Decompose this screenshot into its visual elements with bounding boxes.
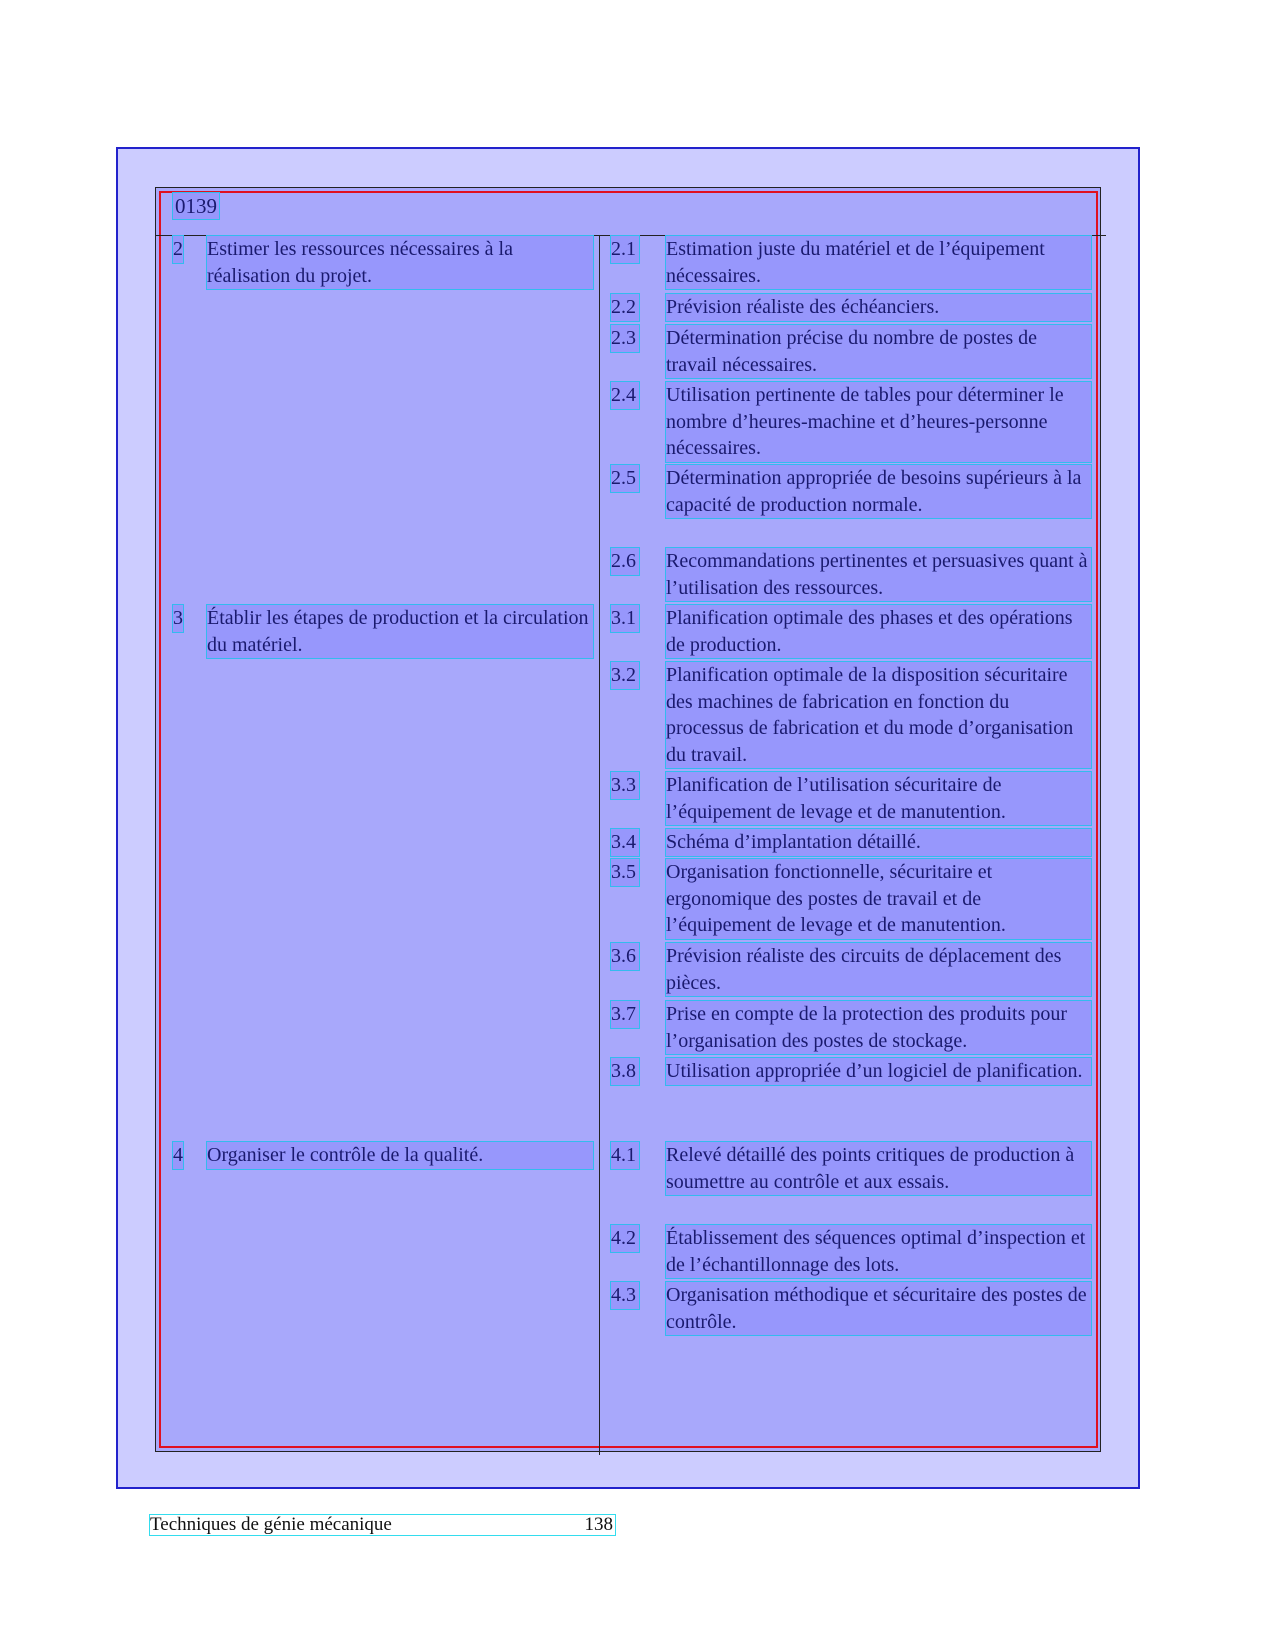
criterion-number: 2.6 xyxy=(611,548,639,575)
criterion-text: Organisation méthodique et sécuritaire des postes de contrôle. xyxy=(666,1282,1091,1335)
criterion-text: Prise en compte de la protection des produits pour l’organisation des postes de stockage. xyxy=(666,1001,1091,1054)
criterion-text: Utilisation pertinente de tables pour déterminer le nombre d’heures-machine et d’heures-personne nécessaires. xyxy=(666,382,1091,462)
criterion-number: 3.3 xyxy=(611,772,639,799)
element-text: Organiser le contrôle de la qualité. xyxy=(207,1142,593,1169)
criterion-number: 4.2 xyxy=(611,1225,639,1252)
element-number: 4 xyxy=(173,1142,183,1169)
criterion-text: Détermination appropriée de besoins supérieurs à la capacité de production normale. xyxy=(666,465,1091,518)
criterion-text: Relevé détaillé des points critiques de production à soumettre au contrôle et aux essais. xyxy=(666,1142,1091,1195)
criterion-text: Planification optimale de la disposition sécuritaire des machines de fabrication en fonction du processus de fabrication et du mode d’organisation du travail. xyxy=(666,662,1091,768)
criterion-number: 3.5 xyxy=(611,859,639,886)
criterion-number: 2.1 xyxy=(611,236,639,263)
criterion-number: 2.4 xyxy=(611,382,639,409)
criterion-text: Planification optimale des phases et des opérations de production. xyxy=(666,605,1091,658)
page-number: 138 xyxy=(584,1514,613,1535)
criterion-text: Schéma d’implantation détaillé. xyxy=(666,829,1091,856)
criterion-number: 3.6 xyxy=(611,943,639,970)
criterion-text: Planification de l’utilisation sécuritaire de l’équipement de levage et de manutention. xyxy=(666,772,1091,825)
criterion-number: 2.5 xyxy=(611,465,639,492)
criterion-text: Recommandations pertinentes et persuasives quant à l’utilisation des ressources. xyxy=(666,548,1091,601)
criterion-text: Organisation fonctionnelle, sécuritaire et ergonomique des postes de travail et de l’équipement de levage et de manutention. xyxy=(666,859,1091,939)
element-text: Établir les étapes de production et la circulation du matériel. xyxy=(207,605,593,658)
criterion-text: Détermination précise du nombre de postes de travail nécessaires. xyxy=(666,325,1091,378)
element-text: Estimer les ressources nécessaires à la réalisation du projet. xyxy=(207,236,593,289)
footer-title: Techniques de génie mécanique xyxy=(150,1514,392,1535)
criterion-number: 4.1 xyxy=(611,1142,639,1169)
page-footer xyxy=(150,1515,615,1535)
criterion-number: 2.3 xyxy=(611,325,639,352)
element-number: 3 xyxy=(173,605,183,632)
criterion-number: 2.2 xyxy=(611,294,639,321)
criterion-text: Établissement des séquences optimal d’inspection et de l’échantillonnage des lots. xyxy=(666,1225,1091,1278)
criterion-number: 4.3 xyxy=(611,1282,639,1309)
criterion-number: 3.8 xyxy=(611,1058,639,1085)
element-number: 2 xyxy=(173,236,183,263)
column-divider xyxy=(599,236,600,1455)
criterion-number: 3.2 xyxy=(611,662,639,689)
criterion-number: 3.4 xyxy=(611,829,639,856)
criterion-number: 3.1 xyxy=(611,605,639,632)
criterion-text: Utilisation appropriée d’un logiciel de planification. xyxy=(666,1058,1091,1085)
criterion-text: Estimation juste du matériel et de l’équipement nécessaires. xyxy=(666,236,1091,289)
criterion-number: 3.7 xyxy=(611,1001,639,1028)
criterion-text: Prévision réaliste des échéanciers. xyxy=(666,294,1091,321)
competency-code: 0139 xyxy=(175,194,217,218)
criterion-text: Prévision réaliste des circuits de déplacement des pièces. xyxy=(666,943,1091,996)
